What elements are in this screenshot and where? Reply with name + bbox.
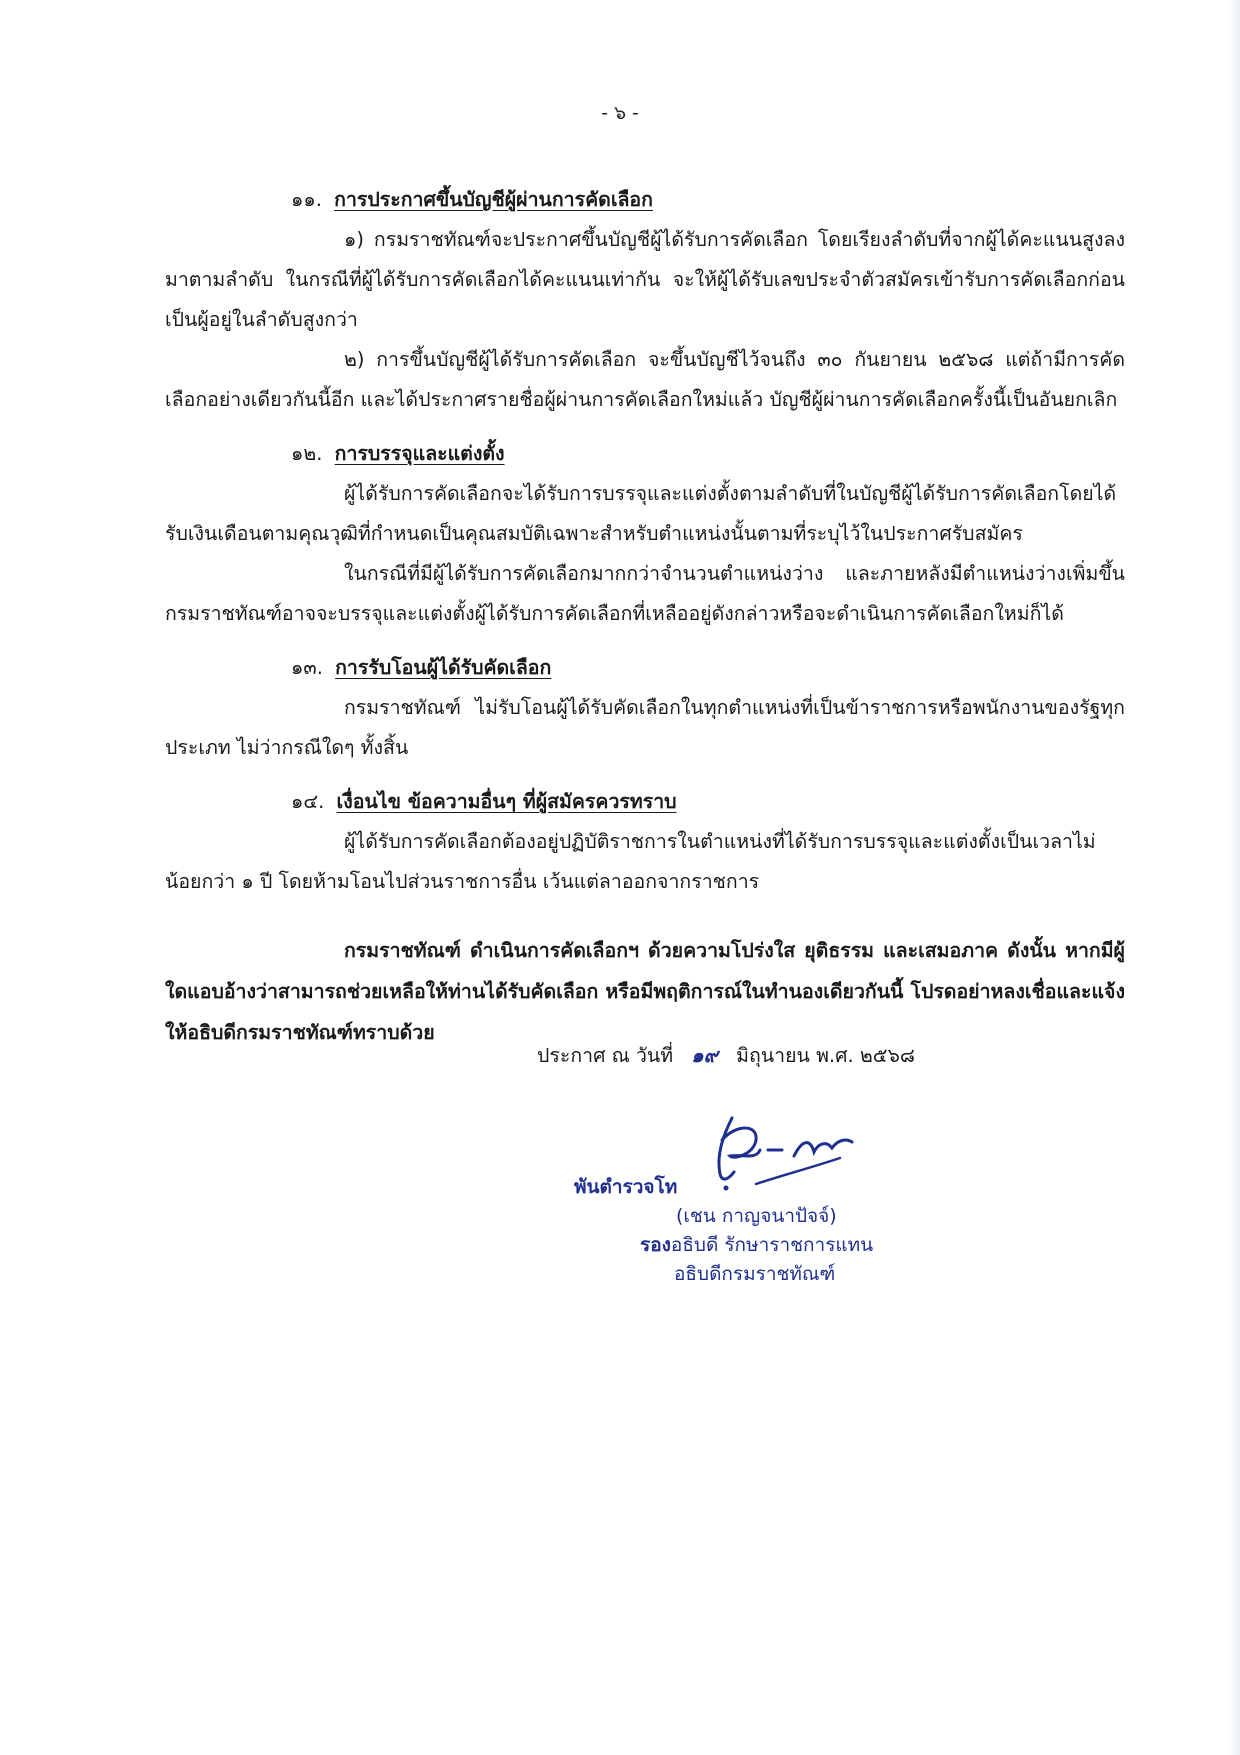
section-14 (165, 782, 1125, 902)
section-title: การบรรจุและแต่งตั้ง (334, 442, 505, 465)
signer-position-2: อธิบดีกรมราชทัณฑ์ (674, 1263, 836, 1285)
section-number: ๑๔. (291, 790, 325, 813)
signer-position-bold: รอง (640, 1234, 671, 1256)
section-heading (165, 434, 1125, 474)
date-prefix: ประกาศ ณ วันที่ (537, 1044, 674, 1067)
paragraph: ๒) การขึ้นบัญชีผู้ได้รับการคัดเลือก จะขึ้นบัญชีไว้จนถึง ๓๐ กันยายน ๒๕๖๘ แต่ถ้ามีการคัดเลือกอย่างเดียวกันนี้อีก และได้ประกาศรายชื่อผู้ผ่านการคัดเลือกใหม่แล้ว บัญชีผู้ผ่านการคัดเลือกครั้งนี้เป็นอันยกเลิก (165, 348, 1125, 411)
signer-position-rest: อธิบดี รักษาราชการแทน (670, 1234, 874, 1256)
signer-position (640, 1230, 873, 1260)
section-heading (165, 782, 1125, 822)
date-month-year: มิถุนายน พ.ศ. ๒๕๖๘ (736, 1044, 915, 1067)
paragraph: ๑) กรมราชทัณฑ์จะประกาศขึ้นบัญชีผู้ได้รับการคัดเลือก โดยเรียงลำดับที่จากผู้ได้คะแนนสูงลงมาตามลำดับ ในกรณีที่ผู้ได้รับการคัดเลือกได้คะแนนเท่ากัน จะให้ผู้ได้รับเลขประจำตัวสมัครเข้ารับการคัดเลือกก่อนเป็นผู้อยู่ในลำดับสูงกว่า (165, 228, 1125, 331)
section-heading (165, 648, 1125, 688)
paragraph: กรมราชทัณฑ์ ไม่รับโอนผู้ได้รับคัดเลือกในทุกตำแหน่งที่เป็นข้าราชการหรือพนักงานของรัฐทุกประเภท ไม่ว่ากรณีใดๆ ทั้งสิ้น (165, 696, 1125, 759)
scan-edge-shadow (1226, 0, 1240, 1755)
announcement-date (537, 1040, 915, 1071)
section-heading (165, 180, 1125, 220)
section-title: การรับโอนผู้ได้รับคัดเลือก (335, 656, 552, 679)
section-number: ๑๑. (291, 188, 322, 211)
notice-paragraph: กรมราชทัณฑ์ ดำเนินการคัดเลือกฯ ด้วยความโปร่งใส ยุติธรรม และเสมอภาค ดังนั้น หากมีผู้ใดแอบอ้างว่าสามารถช่วยเหลือให้ท่านได้รับคัดเลือก หรือมีพฤติการณ์ในทำนองเดียวกันนี้ โปรดอย่าหลงเชื่อและแจ้งให้อธิบดีกรมราชทัณฑ์ทราบด้วย (165, 939, 1125, 1044)
section-12 (165, 434, 1125, 634)
signer-name: (เชน กาญจนาปัจจ์) (676, 1205, 837, 1227)
section-13 (165, 648, 1125, 768)
date-day: ๑๙ (691, 1044, 718, 1067)
document-body (165, 180, 1125, 1053)
section-title: การประกาศขึ้นบัญชีผู้ผ่านการคัดเลือก (334, 188, 653, 211)
handwritten-signature (710, 1110, 890, 1195)
section-title: เงื่อนไข ข้อความอื่นๆ ที่ผู้สมัครควรทราบ (336, 790, 677, 813)
paragraph: ผู้ได้รับการคัดเลือกต้องอยู่ปฏิบัติราชการในตำแหน่งที่ได้รับการบรรจุและแต่งตั้งเป็นเวลาไม่น้อยกว่า ๑ ปี โดยห้ามโอนไปส่วนราชการอื่น เว้นแต่ลาออกจากราชการ (165, 830, 1096, 893)
section-11 (165, 180, 1125, 420)
section-number: ๑๓. (291, 656, 323, 679)
paragraph: ในกรณีที่มีผู้ได้รับการคัดเลือกมากกว่าจำนวนตำแหน่งว่าง และภายหลังมีตำแหน่งว่างเพิ่มขึ้นกรมราชทัณฑ์อาจจะบรรจุและแต่งตั้งผู้ได้รับการคัดเลือกที่เหลืออยู่ดังกล่าวหรือจะดำเนินการคัดเลือกใหม่ก็ได้ (165, 562, 1125, 625)
signer-rank: พันตำรวจโท (574, 1176, 678, 1198)
page-number: - ๖ - (601, 102, 639, 124)
paragraph: ผู้ได้รับการคัดเลือกจะได้รับการบรรจุและแต่งตั้งตามลำดับที่ในบัญชีผู้ได้รับการคัดเลือกโดยได้รับเงินเดือนตามคุณวุฒิที่กำหนดเป็นคุณสมบัติเฉพาะสำหรับตำแหน่งนั้นตามที่ระบุไว้ในประกาศรับสมัคร (165, 482, 1117, 545)
section-number: ๑๒. (291, 442, 323, 465)
